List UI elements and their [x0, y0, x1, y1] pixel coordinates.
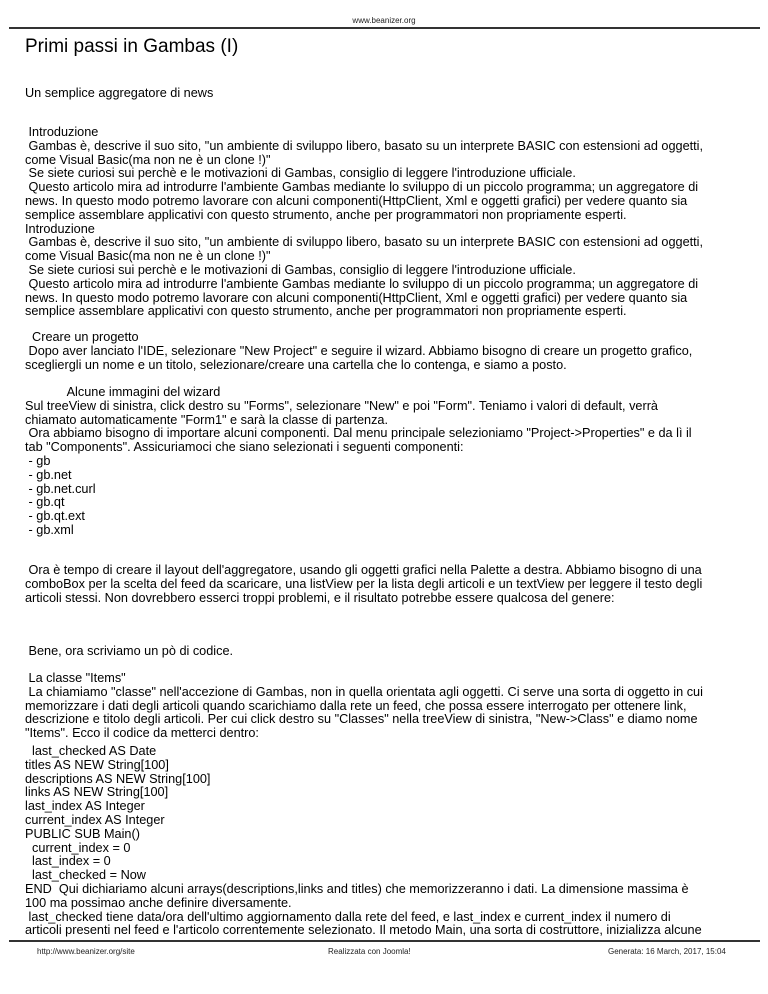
layout-section [25, 564, 702, 605]
text-line: Sul treeView di sinistra, click destro su "Forms", selezionare "New" e poi "Form". Teniamo i valori di default, verrà [25, 398, 658, 413]
text-line: come Visual Basic(ma non ne è un clone !)" [25, 152, 271, 167]
text-line: - gb.net [25, 467, 72, 482]
create-project-section [25, 331, 692, 372]
code-listing-section [25, 745, 702, 938]
text-line: La classe "Items" [25, 671, 126, 685]
text-line: last_checked = Now [25, 868, 146, 883]
footer-url[interactable]: http://www.beanizer.org/site [37, 947, 135, 956]
text-line: descrizione e titolo degli articoli. Per cui click destro su "Classes" nella treeView di sinistra, "New->Class" e diamo nome [25, 712, 698, 727]
text-line: tab "Components". Assicuriamoci che siano selezionati i seguenti componenti: [25, 440, 464, 455]
text-line: last_checked tiene data/ora dell'ultimo aggiornamento dalla rete del feed, e last_index e current_index il numero di [25, 909, 671, 924]
text-line: come Visual Basic(ma non ne è un clone !)" [25, 249, 271, 264]
text-line: articoli presenti nel feed e l'articolo correntemente selezionato. Il metodo Main, una sorta di costruttore, inizializza alcune [25, 923, 702, 938]
text-line: chiamato automaticamente "Form1" e sarà la classe di partenza. [25, 412, 389, 427]
text-line: articoli stessi. Non dovrebbero esserci troppi problemi, e il risultato potrebbe essere qualcosa del genere: [25, 590, 615, 605]
header-divider [9, 27, 760, 29]
code-intro-section [25, 645, 233, 659]
text-line: current_index AS Integer [25, 812, 165, 827]
footer-powered: Realizzata con Joomla! [328, 947, 411, 956]
text-line: Questo articolo mira ad introdurre l'ambiente Gambas mediante lo sviluppo di un piccolo programma; un aggregatore di [25, 180, 699, 195]
text-line: "Items". Ecco il codice da metterci dentro: [25, 726, 259, 741]
text-line: Se siete curiosi sui perchè e le motivazioni di Gambas, consiglio di leggere l'introduzione ufficiale. [25, 166, 576, 181]
text-line: - gb.xml [25, 522, 74, 537]
text-line: END Qui dichiariamo alcuni arrays(descriptions,links and titles) che memorizzeranno i dati. La dimensione massima è [25, 881, 689, 896]
text-line: Questo articolo mira ad introdurre l'ambiente Gambas mediante lo sviluppo di un piccolo programma; un aggregatore di [25, 276, 699, 291]
text-line: Gambas è, descrive il suo sito, "un ambiente di sviluppo libero, basato su un interprete BASIC con estensioni ad oggetti, [25, 138, 704, 153]
text-line: Bene, ora scriviamo un pò di codice. [25, 644, 234, 658]
text-line: Introduzione [25, 125, 99, 139]
footer-generated: Generata: 16 March, 2017, 15:04 [608, 947, 726, 956]
text-line: descriptions AS NEW String[100] [25, 771, 211, 786]
page-subtitle: Un semplice aggregatore di news [25, 86, 214, 100]
text-line: Creare un progetto [25, 330, 139, 344]
text-line: last_checked AS Date [25, 744, 157, 758]
text-line: La chiamiamo "classe" nell'accezione di Gambas, non in quella orientata agli oggetti. Ci serve una sorta di oggetto in cui [25, 684, 703, 699]
text-line: news. In questo modo potremo lavorare con alcuni componenti(HttpClient, Xml e oggetti grafici) per vedere quanto sia [25, 193, 688, 208]
text-line: memorizzare i dati degli articoli quando scarichiamo dalla rete un feed, che possa essere interrogato per ottenere link, [25, 698, 687, 713]
text-line: titles AS NEW String[100] [25, 757, 169, 772]
text-line: Ora abbiamo bisogno di importare alcuni componenti. Dal menu principale selezioniamo "Project->Properties" e da lì il [25, 426, 692, 441]
text-line: Alcune immagini del wizard [25, 385, 221, 399]
text-line: Se siete curiosi sui perchè e le motivazioni di Gambas, consiglio di leggere l'introduzione ufficiale. [25, 262, 576, 277]
wizard-section [25, 386, 692, 538]
text-line: links AS NEW String[100] [25, 785, 169, 800]
footer-divider [9, 940, 760, 942]
text-line: Gambas è, descrive il suo sito, "un ambiente di sviluppo libero, basato su un interprete BASIC con estensioni ad oggetti, [25, 235, 704, 250]
text-line: comboBox per la scelta del feed da scaricare, una listView per la lista degli articoli e un textView per leggere il testo degli [25, 576, 703, 591]
header-site: www.beanizer.org [352, 16, 416, 25]
text-line: news. In questo modo potremo lavorare con alcuni componenti(HttpClient, Xml e oggetti grafici) per vedere quanto sia [25, 290, 688, 305]
text-line: 100 ma possimao anche definire diversamente. [25, 895, 292, 910]
text-line: Introduzione [25, 221, 95, 236]
text-line: - gb.qt.ext [25, 509, 85, 524]
text-line: scegliergli un nome e un titolo, selezionare/creare una cartella che lo contenga, e siamo a posto. [25, 357, 567, 372]
text-line: - gb.qt [25, 495, 65, 510]
text-line: semplice assemblare applicativi con questo strumento, anche per programmatori non propriamente esperti. [25, 207, 627, 222]
text-line: PUBLIC SUB Main() [25, 826, 140, 841]
text-line: last_index = 0 [25, 854, 111, 869]
text-line: last_index AS Integer [25, 799, 145, 814]
intro-section [25, 126, 703, 319]
text-line: - gb.net.curl [25, 481, 96, 496]
text-line: Ora è tempo di creare il layout dell'aggregatore, usando gli oggetti grafici nella Palette a destra. Abbiamo bisogno di una [25, 563, 702, 577]
text-line: - gb [25, 453, 51, 468]
items-class-section [25, 672, 703, 741]
page-title: Primi passi in Gambas (I) [25, 36, 239, 57]
text-line: Dopo aver lanciato l'IDE, selezionare "New Project" e seguire il wizard. Abbiamo bisogno di creare un progetto grafico, [25, 343, 693, 358]
text-line: current_index = 0 [25, 840, 131, 855]
text-line: semplice assemblare applicativi con questo strumento, anche per programmatori non propriamente esperti. [25, 304, 627, 319]
